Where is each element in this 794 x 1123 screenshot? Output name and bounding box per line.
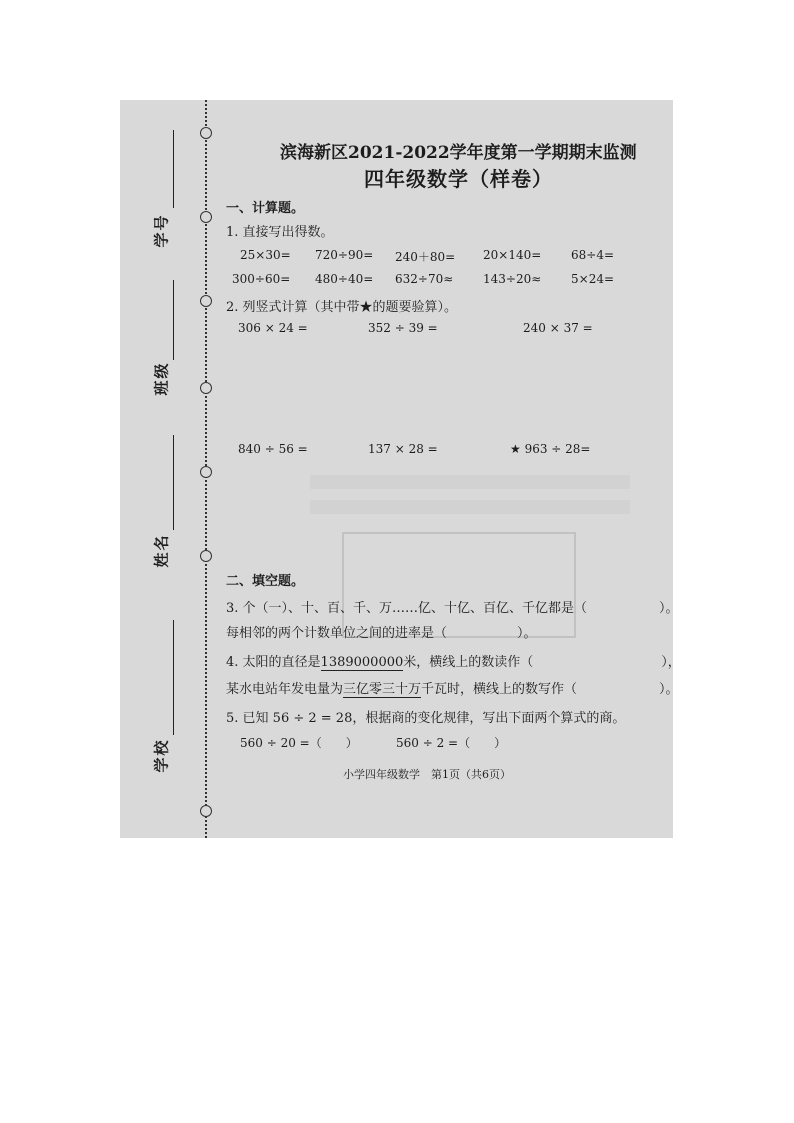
class-label: 班级	[152, 361, 171, 396]
binding-ring	[200, 382, 212, 394]
school-label: 学校	[152, 738, 171, 773]
q4-sun-diameter: 1389000000	[320, 655, 404, 670]
vertical-problem: 137 × 28 =	[368, 442, 438, 456]
vertical-problem: 352 ÷ 39 =	[368, 321, 438, 335]
q3-rate-text-end: ）。	[517, 626, 537, 641]
oral-problem: 5×24=	[571, 272, 615, 286]
oral-problem: 68÷4=	[571, 248, 615, 262]
oral-problem: 143÷20≈	[483, 272, 542, 286]
vertical-problem: 840 ÷ 56 =	[238, 442, 308, 456]
q2-label: 2. 列竖式计算（其中带★的题要验算）。	[226, 300, 458, 315]
q5-problem-a: 560 ÷ 20 =（ ）	[240, 736, 358, 750]
name-line	[173, 435, 174, 530]
q3-text-end: ）。	[659, 601, 679, 616]
bleed-through-text	[310, 475, 630, 489]
binding-ring	[200, 211, 212, 223]
student-id-line	[173, 130, 174, 208]
oral-problem: 25×30=	[240, 248, 291, 262]
school-line	[173, 620, 174, 735]
q3-line-2	[226, 622, 537, 641]
exam-subtitle: 四年级数学（样卷）	[364, 167, 553, 191]
q3-rate-text: 每相邻的两个计数单位之间的进率是（	[226, 626, 448, 641]
q4-text-end: ），	[661, 655, 681, 670]
exam-page	[120, 100, 681, 838]
oral-problem: 240＋80=	[395, 250, 456, 264]
q1-label: 1. 直接写出得数。	[226, 225, 334, 240]
oral-problem: 720÷90=	[315, 248, 374, 262]
q4-line-2	[226, 678, 679, 698]
oral-problem: 300÷60=	[232, 272, 291, 286]
oral-problem: 632÷70≈	[395, 272, 454, 286]
q4-power-text-mid: 千瓦时，横线上的数写作（	[421, 682, 578, 697]
q4-power-text: 某水电站年发电量为	[226, 682, 344, 697]
q4-text-mid: 米，横线上的数读作（	[403, 655, 534, 670]
binding-ring	[200, 550, 212, 562]
oral-problem: 480÷40=	[315, 272, 374, 286]
oral-problem: 20×140=	[483, 248, 542, 262]
q4-line-1	[226, 651, 681, 671]
q4-power-text-end: ）。	[659, 682, 679, 697]
section-2-heading: 二、填空题。	[226, 574, 305, 589]
vertical-problem: 240 × 37 =	[523, 321, 593, 335]
binding-ring	[200, 127, 212, 139]
vertical-problem: 306 × 24 =	[238, 321, 308, 335]
name-label: 姓名	[152, 533, 171, 568]
section-1-heading: 一、计算题。	[226, 201, 305, 216]
exam-title: 滨海新区2021-2022学年度第一学期期末监测	[280, 143, 637, 163]
q5-text: 5. 已知 56 ÷ 2 = 28，根据商的变化规律，写出下面两个算式的商。	[226, 711, 626, 726]
q5-problem-b: 560 ÷ 2 =（ ）	[396, 736, 507, 750]
class-line	[173, 280, 174, 360]
q4-text: 4. 太阳的直径是	[226, 655, 321, 670]
binding-ring	[200, 466, 212, 478]
bleed-through-text	[310, 500, 630, 514]
binding-ring	[200, 805, 212, 817]
page-footer: 小学四年级数学 第1页（共6页）	[343, 768, 511, 781]
student-id-label: 学号	[152, 213, 171, 248]
q3-line-1	[226, 597, 679, 616]
q3-text: 3. 个（一）、十、百、千、万……亿、十亿、百亿、千亿都是（	[226, 601, 588, 616]
q4-power-amount: 三亿零三十万	[343, 678, 421, 698]
vertical-problem-starred: ★ 963 ÷ 28=	[510, 442, 591, 456]
binding-ring	[200, 295, 212, 307]
